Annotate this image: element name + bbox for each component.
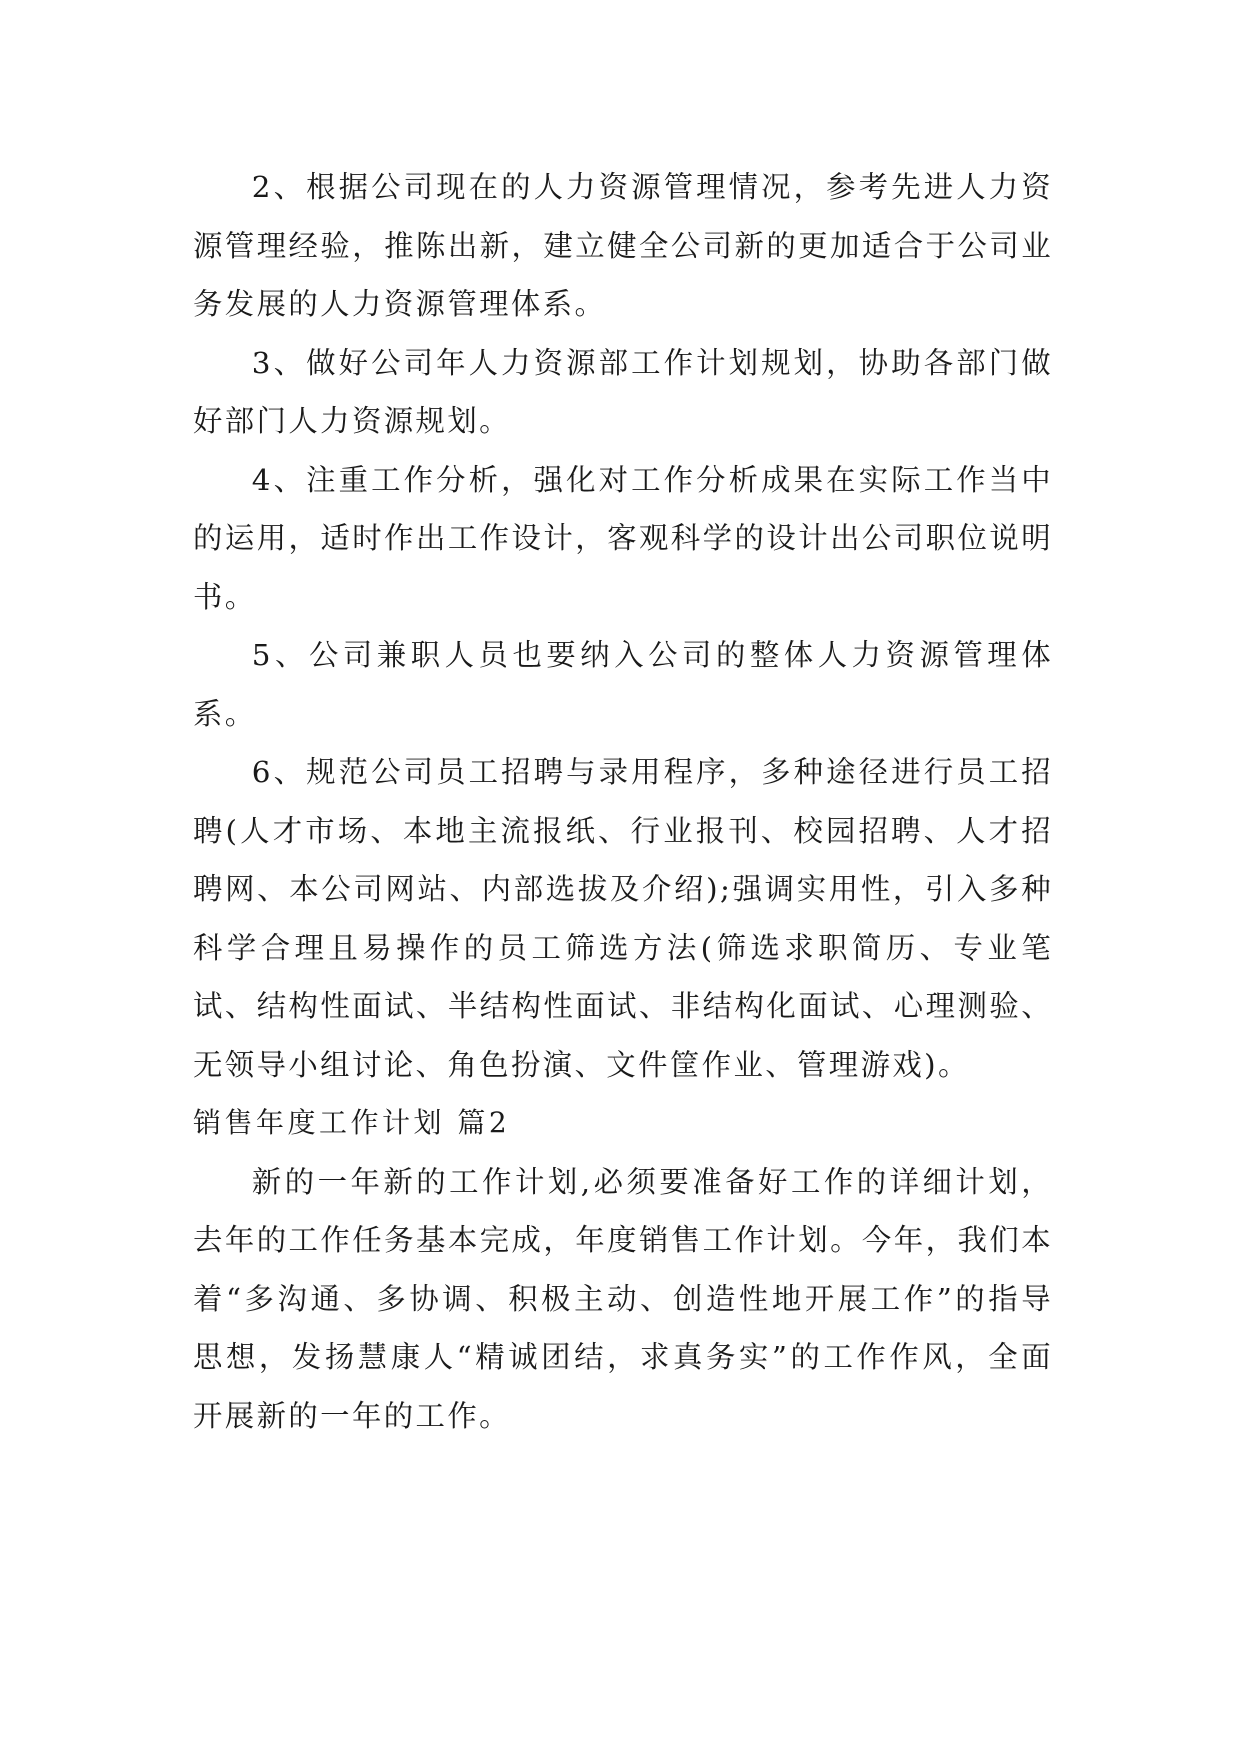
paragraph-item-4: 4、注重工作分析，强化对工作分析成果在实际工作当中的运用，适时作出工作设计，客观科学的设计出公司职位说明书。 (193, 462, 1053, 614)
paragraph-item-3: 3、做好公司年人力资源部工作计划规划，协助各部门做好部门人力资源规划。 (193, 345, 1053, 438)
paragraph-item-6: 6、规范公司员工招聘与录用程序，多种途径进行员工招聘(人才市场、本地主流报纸、行业报刊、校园招聘、人才招聘网、本公司网站、内部选拔及介绍);强调实用性，引入多种科学合理且易操作的员工筛选方法(筛选求职简历、专业笔试、结构性面试、半结构性面试、非结构化面试、心理测验、无领导小组讨论、角色扮演、文件筐作业、管理游戏)。 (193, 755, 1053, 1082)
paragraph-item-2: 2、根据公司现在的人力资源管理情况，参考先进人力资源管理经验，推陈出新，建立健全公司新的更加适合于公司业务发展的人力资源管理体系。 (193, 170, 1053, 321)
document-page (193, 158, 1053, 1445)
paragraph-intro: 新的一年新的工作计划,必须要准备好工作的详细计划，去年的工作任务基本完成，年度销售工作计划。今年，我们本着“多沟通、多协调、积极主动、创造性地开展工作”的指导思想，发扬慧康人“精诚团结，求真务实”的工作作风，全面开展新的一年的工作。 (193, 1164, 1053, 1433)
section-heading: 销售年度工作计划 篇2 (193, 1106, 511, 1139)
paragraph-item-5: 5、公司兼职人员也要纳入公司的整体人力资源管理体系。 (193, 638, 1053, 731)
